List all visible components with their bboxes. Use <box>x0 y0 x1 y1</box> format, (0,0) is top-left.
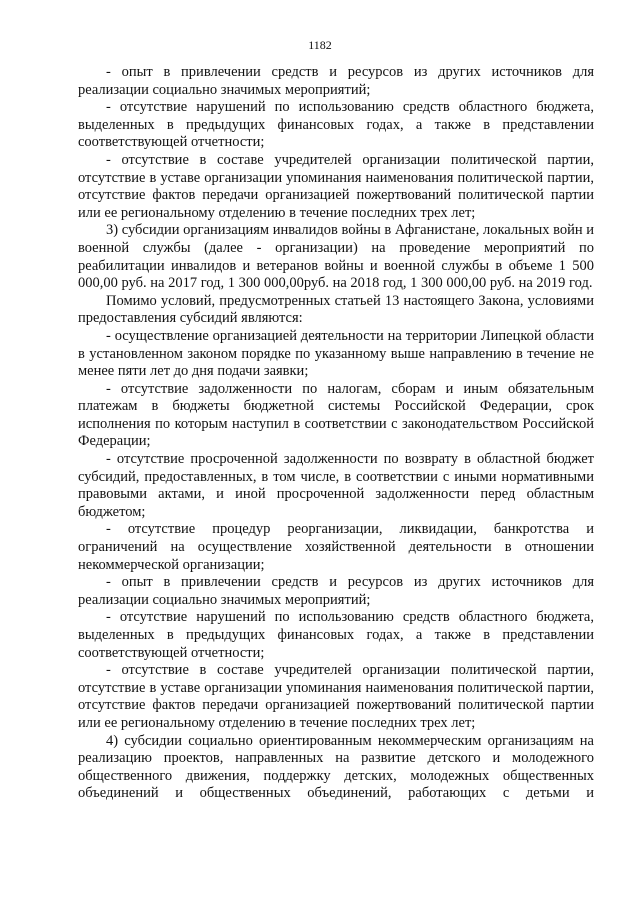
paragraph: Помимо условий, предусмотренных статьей 13 настоящего Закона, условиями предоставления субсидий являются: <box>78 292 594 327</box>
paragraph: - отсутствие нарушений по использованию средств областного бюджета, выделенных в предыдущих финансовых годах, а также в представлении соответствующей отчетности; <box>78 99 594 151</box>
paragraph: - отсутствие процедур реорганизации, ликвидации, банкротства и ограничений на осуществление хозяйственной деятельности в отношении некоммерческой организации; <box>78 521 594 573</box>
paragraph: - отсутствие нарушений по использованию средств областного бюджета, выделенных в предыдущих финансовых годах, а также в представлении соответствующей отчетности; <box>78 609 594 661</box>
paragraph: - отсутствие в составе учредителей организации политической партии, отсутствие в уставе организации упоминания наименования политической партии, отсутствие фактов передачи организацией пожертвований политической партии или ее региональному отделению в течение последних трех лет; <box>78 662 594 731</box>
paragraph: - отсутствие задолженности по налогам, сборам и иным обязательным платежам в бюджеты бюджетной системы Российской Федерации, срок исполнения по которым наступил в соответствии с законодательством Российской Федерации; <box>78 380 594 450</box>
paragraph: 3) субсидии организациям инвалидов войны в Афганистане, локальных войн и военной службы (далее - организации) на проведение мероприятий по реабилитации инвалидов и ветеранов войны и военной службы в объеме 1 500 000,00 руб. на 2017 год, 1 300 000,00руб. на 2018 год, 1 300 000,00 руб. на 2019 год. <box>78 222 594 292</box>
paragraph: - отсутствие в составе учредителей организации политической партии, отсутствие в уставе организации упоминания наименования политической партии, отсутствие фактов передачи организацией пожертвований политической партии или ее региональному отделению в течение последних трех лет; <box>78 151 594 221</box>
page-number: 1182 <box>308 38 332 52</box>
paragraph: 4) субсидии социально ориентированным некоммерческим организациям на реализацию проектов, направленных на развитие детского и молодежного общественного движения, поддержку детских, молодежных общественных объединений и общественных объединений, работающих с детьми и <box>78 732 594 802</box>
paragraph: - осуществление организацией деятельности на территории Липецкой области в установленном законом порядке по указанному выше направлению в течение не менее пяти лет до дня подачи заявки; <box>78 327 594 380</box>
document-body <box>78 64 594 803</box>
paragraph: - отсутствие просроченной задолженности по возврату в областной бюджет субсидий, предоставленных, в том числе, в соответствии с иными нормативными правовыми актами, и иной просроченной задолженности перед областным бюджетом; <box>78 451 594 520</box>
paragraph: - опыт в привлечении средств и ресурсов из других источников для реализации социально значимых мероприятий; <box>78 64 594 98</box>
paragraph: - опыт в привлечении средств и ресурсов из других источников для реализации социально значимых мероприятий; <box>78 574 594 608</box>
